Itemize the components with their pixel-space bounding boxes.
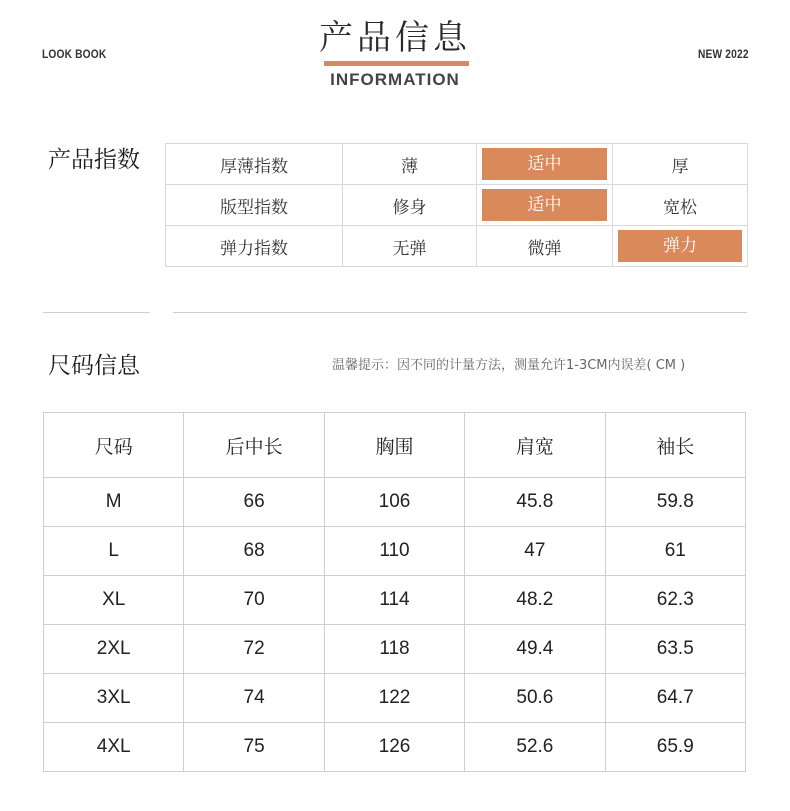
index-option-cell (477, 226, 613, 267)
size-cell: 66 (184, 478, 324, 527)
size-cell: 64.7 (605, 674, 745, 723)
index-option-cell (613, 185, 748, 226)
size-cell: 72 (184, 625, 324, 674)
size-header-cell: 尺码 (44, 413, 184, 478)
index-option-cell (343, 185, 477, 226)
size-cell: 118 (324, 625, 464, 674)
index-option-cell (613, 226, 748, 267)
size-cell: 122 (324, 674, 464, 723)
look-book-tag: LOOK BOOK (42, 47, 107, 61)
index-option: 微弹 (527, 238, 562, 259)
size-cell: M (44, 478, 184, 527)
index-option-selected: 适中 (482, 148, 607, 180)
size-info-title: 尺码信息 (48, 353, 140, 379)
product-index-body (166, 144, 748, 267)
table-row (44, 576, 746, 625)
size-header-cell: 后中长 (184, 413, 324, 478)
index-option: 薄 (401, 156, 418, 177)
size-table (43, 412, 746, 772)
index-option-cell (613, 144, 748, 185)
table-row (44, 625, 746, 674)
index-option-selected: 适中 (482, 189, 607, 221)
table-row (44, 674, 746, 723)
index-row-label: 弹力指数 (166, 226, 343, 267)
index-option: 修身 (392, 197, 427, 218)
size-cell: 68 (184, 527, 324, 576)
size-cell: 49.4 (465, 625, 605, 674)
product-index-table (165, 143, 748, 267)
size-cell: 48.2 (465, 576, 605, 625)
index-option: 无弹 (392, 238, 427, 259)
new-2022-tag: NEW 2022 (698, 47, 749, 61)
page-title: 产品信息 (319, 18, 471, 58)
size-cell: XL (44, 576, 184, 625)
divider-left (43, 312, 150, 313)
table-row (44, 723, 746, 772)
measurement-tip: 温馨提示：因不同的计量方法，测量允许1-3CM内误差( CM ) (332, 358, 686, 373)
index-row-label: 版型指数 (166, 185, 343, 226)
title-underline-bar (324, 61, 469, 66)
size-header-cell: 袖长 (605, 413, 745, 478)
index-option-cell (477, 185, 613, 226)
index-option-cell (343, 144, 477, 185)
size-cell: 62.3 (605, 576, 745, 625)
index-row (166, 185, 748, 226)
size-cell: 74 (184, 674, 324, 723)
size-cell: 65.9 (605, 723, 745, 772)
index-option-cell (477, 144, 613, 185)
index-option: 宽松 (663, 197, 697, 218)
product-index-title: 产品指数 (48, 147, 140, 173)
size-cell: 63.5 (605, 625, 745, 674)
size-cell: 106 (324, 478, 464, 527)
index-option: 厚 (671, 156, 689, 177)
size-table-header (44, 413, 746, 478)
page-subtitle: INFORMATION (330, 70, 460, 89)
size-table-body (44, 478, 746, 772)
size-cell: 126 (324, 723, 464, 772)
index-option-cell (343, 226, 477, 267)
size-cell: 47 (465, 527, 605, 576)
table-row (44, 527, 746, 576)
index-option-selected: 弹力 (618, 230, 742, 262)
size-cell: 45.8 (465, 478, 605, 527)
size-cell: 52.6 (465, 723, 605, 772)
size-cell: 70 (184, 576, 324, 625)
divider-right (173, 312, 747, 313)
size-cell: 50.6 (465, 674, 605, 723)
size-header-cell: 胸围 (324, 413, 464, 478)
index-row-label: 厚薄指数 (166, 144, 343, 185)
index-row (166, 144, 748, 185)
size-cell: 61 (605, 527, 745, 576)
size-cell: 110 (324, 527, 464, 576)
size-header-cell: 肩宽 (465, 413, 605, 478)
size-cell: 4XL (44, 723, 184, 772)
size-cell: 3XL (44, 674, 184, 723)
size-cell: L (44, 527, 184, 576)
size-cell: 2XL (44, 625, 184, 674)
size-cell: 59.8 (605, 478, 745, 527)
table-row (44, 478, 746, 527)
size-cell: 75 (184, 723, 324, 772)
index-row (166, 226, 748, 267)
size-cell: 114 (324, 576, 464, 625)
